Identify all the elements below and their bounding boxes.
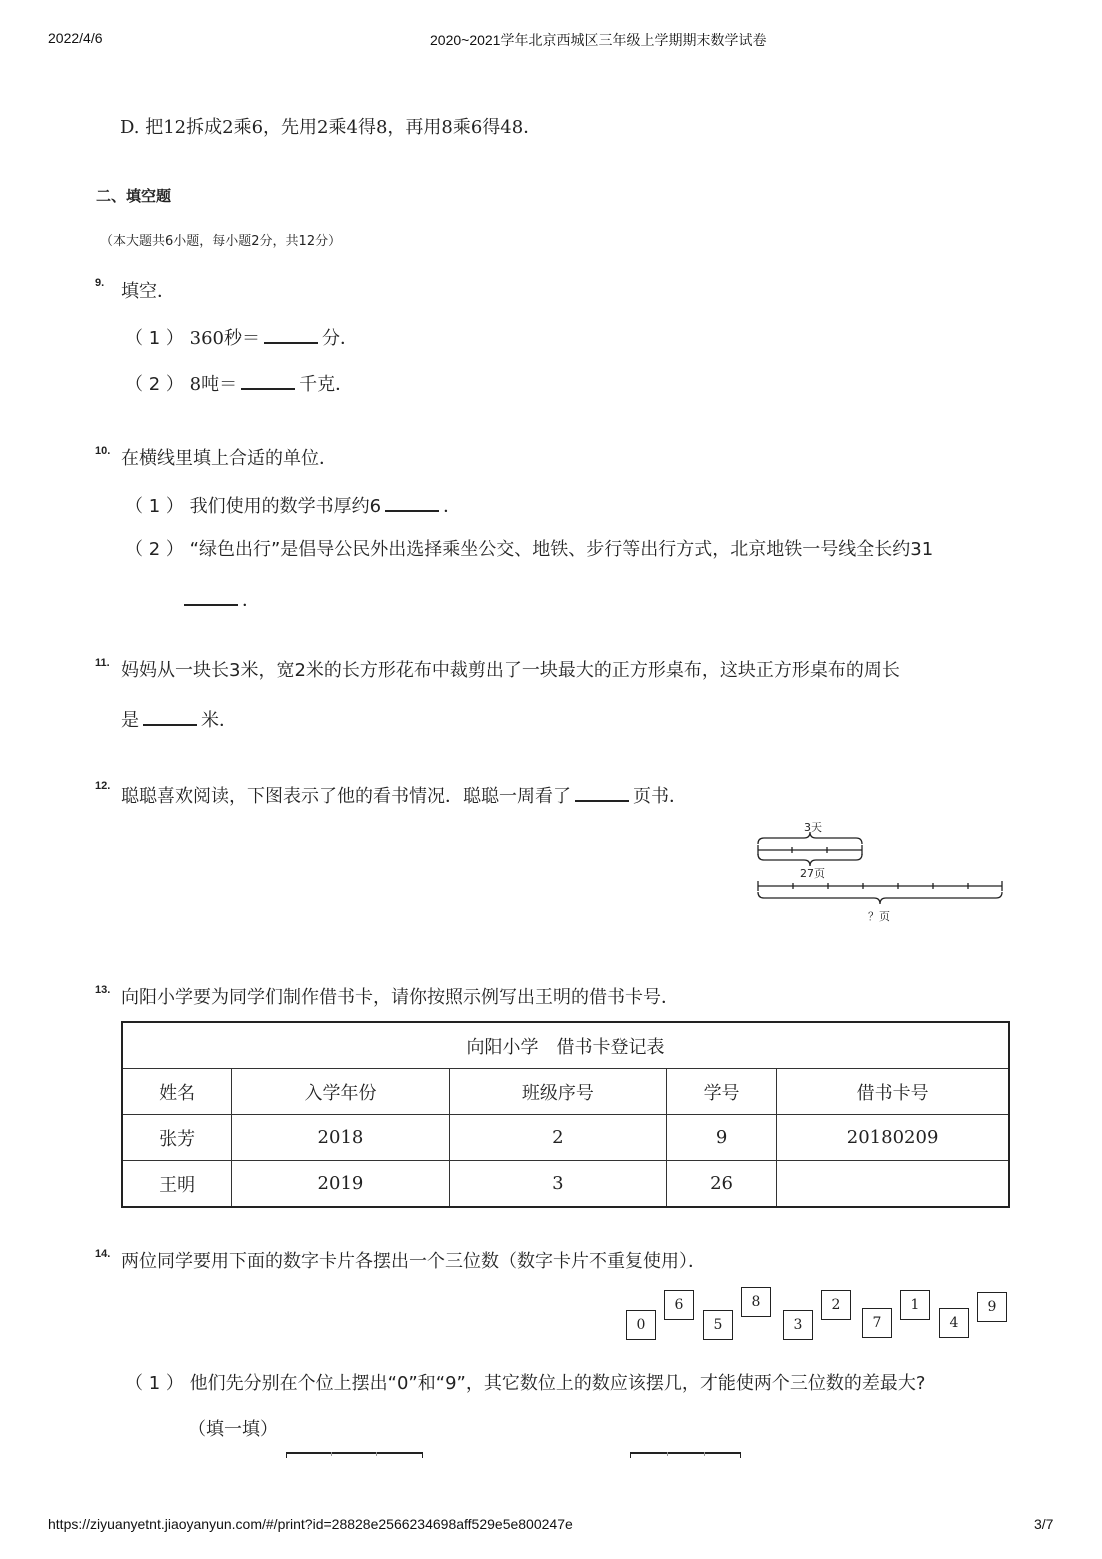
print-date: 2022/4/6 bbox=[48, 30, 103, 46]
q10-part1 bbox=[125, 492, 461, 519]
table-row bbox=[122, 1161, 1009, 1208]
part-text: 千克． bbox=[299, 374, 354, 395]
question-stem bbox=[121, 782, 687, 809]
table-cell: 2 bbox=[449, 1115, 666, 1161]
q9-part1 bbox=[125, 324, 358, 351]
table-row bbox=[122, 1115, 1009, 1161]
table-header-row bbox=[122, 1069, 1009, 1115]
section-title: 二、填空题 bbox=[96, 187, 172, 205]
question-stem-line2 bbox=[121, 706, 237, 733]
digit-card: 5 bbox=[703, 1310, 733, 1340]
section-note: （本大题共6小题，每小题2分，共12分） bbox=[100, 234, 342, 249]
table-cell: 9 bbox=[666, 1115, 776, 1161]
part-text: 他们先分别在个位上摆出“0”和“9”，其它数位上的数应该摆几，才能使两个三位数的差最大? bbox=[189, 1373, 926, 1394]
answer-blank[interactable] bbox=[385, 492, 439, 512]
part-label: （ 2 ） bbox=[125, 539, 184, 560]
answer-box-divider bbox=[376, 1452, 377, 1456]
table-cell: 2019 bbox=[232, 1161, 450, 1208]
bottom-brace bbox=[758, 892, 1002, 904]
digit-card: 4 bbox=[939, 1308, 969, 1338]
answer-blank[interactable] bbox=[143, 706, 197, 726]
answer-box-right[interactable] bbox=[630, 1452, 741, 1454]
answer-box-divider bbox=[331, 1452, 332, 1456]
part-text: 分． bbox=[322, 328, 358, 349]
table-cell: 26 bbox=[666, 1161, 776, 1208]
part-text: “绿色出行”是倡导公民外出选择乘坐公交、地铁、步行等出行方式，北京地铁一号线全长约31 bbox=[189, 539, 934, 560]
answer-blank[interactable] bbox=[184, 586, 238, 606]
answer-box-left[interactable] bbox=[286, 1452, 423, 1454]
question-stem: 填空． bbox=[121, 281, 175, 302]
answer-blank[interactable] bbox=[264, 324, 318, 344]
mid-label: 27页 bbox=[800, 867, 825, 880]
answer-box-divider bbox=[667, 1452, 668, 1456]
question-number: 10. bbox=[95, 445, 111, 457]
q10-part2-blank-line bbox=[180, 586, 260, 613]
option-d: D. 把12拆成2乘6，先用2乘4得8，再用8乘6得48． bbox=[120, 117, 542, 138]
part-label: （ 1 ） bbox=[125, 1373, 184, 1394]
library-card-table bbox=[121, 1021, 1010, 1208]
reading-diagram bbox=[752, 818, 1012, 930]
table-cell: 3 bbox=[449, 1161, 666, 1208]
part-text: ． bbox=[242, 590, 260, 611]
table-cell: 20180209 bbox=[777, 1115, 1009, 1161]
digit-card: 9 bbox=[977, 1292, 1007, 1322]
q14-part1 bbox=[125, 1372, 925, 1396]
mid-brace bbox=[758, 854, 862, 866]
page-url[interactable]: https://ziyuanyetnt.jiaoyanyun.com/#/print?id=28828e2566234698aff529e5e800247e bbox=[48, 1516, 573, 1532]
digit-card: 7 bbox=[862, 1308, 892, 1338]
question-stem: 向阳小学要为同学们制作借书卡，请你按照示例写出王明的借书卡号． bbox=[121, 987, 679, 1008]
bottom-label: ？页 bbox=[868, 910, 890, 923]
part-text: 8吨＝ bbox=[189, 374, 238, 395]
part-text: 我们使用的数学书厚约6 bbox=[189, 496, 382, 517]
part-text: 360秒＝ bbox=[189, 328, 260, 349]
table-caption: 向阳小学 借书卡登记表 bbox=[122, 1022, 1009, 1069]
answer-blank[interactable] bbox=[575, 782, 629, 802]
answer-box-divider bbox=[630, 1452, 631, 1458]
answer-blank[interactable] bbox=[241, 370, 295, 390]
part-text: ． bbox=[443, 496, 462, 517]
digit-card: 8 bbox=[741, 1287, 771, 1317]
table-cell: 张芳 bbox=[122, 1115, 232, 1161]
answer-box-divider bbox=[704, 1452, 705, 1456]
top-label: 3天 bbox=[804, 821, 822, 834]
q10-part2 bbox=[125, 538, 933, 562]
digit-card: 3 bbox=[783, 1310, 813, 1340]
part-text: 聪聪喜欢阅读，下图表示了他的看书情况．聪聪一周看了 bbox=[121, 786, 571, 807]
digit-card: 2 bbox=[821, 1290, 851, 1320]
part-text: 是 bbox=[121, 710, 139, 731]
header-cell: 姓名 bbox=[122, 1069, 232, 1115]
header-cell: 入学年份 bbox=[232, 1069, 450, 1115]
digit-card: 6 bbox=[664, 1290, 694, 1320]
question-number: 9. bbox=[95, 277, 105, 289]
part-text: 页书． bbox=[633, 786, 687, 807]
question-number: 13. bbox=[95, 984, 111, 996]
part-label: （ 1 ） bbox=[125, 496, 184, 517]
table-cell: 王明 bbox=[122, 1161, 232, 1208]
part-label: （ 2 ） bbox=[125, 374, 184, 395]
digit-card: 0 bbox=[626, 1310, 656, 1340]
question-stem: 在横线里填上合适的单位． bbox=[121, 448, 337, 469]
question-number: 14. bbox=[95, 1248, 111, 1260]
answer-box-divider bbox=[286, 1452, 287, 1458]
question-number: 12. bbox=[95, 780, 111, 792]
header-cell: 学号 bbox=[666, 1069, 776, 1115]
part-label: （ 1 ） bbox=[125, 328, 184, 349]
answer-cell[interactable] bbox=[777, 1161, 1009, 1208]
fill-label: （填一填） bbox=[188, 1419, 278, 1440]
document-title: 2020~2021学年北京西城区三年级上学期期末数学试卷 bbox=[430, 32, 767, 48]
question-stem: 妈妈从一块长3米，宽2米的长方形花布中裁剪出了一块最大的正方形桌布，这块正方形桌布的周长 bbox=[121, 660, 900, 681]
question-number: 11. bbox=[95, 657, 110, 669]
digit-card: 1 bbox=[900, 1290, 930, 1320]
q9-part2 bbox=[125, 370, 353, 397]
page-number: 3/7 bbox=[1034, 1516, 1054, 1532]
header-cell: 班级序号 bbox=[449, 1069, 666, 1115]
answer-box-divider bbox=[422, 1452, 423, 1458]
header-cell: 借书卡号 bbox=[777, 1069, 1009, 1115]
part-text: 米． bbox=[201, 710, 237, 731]
table-cell: 2018 bbox=[232, 1115, 450, 1161]
question-stem: 两位同学要用下面的数字卡片各摆出一个三位数（数字卡片不重复使用）． bbox=[121, 1251, 706, 1272]
answer-box-divider bbox=[740, 1452, 741, 1458]
